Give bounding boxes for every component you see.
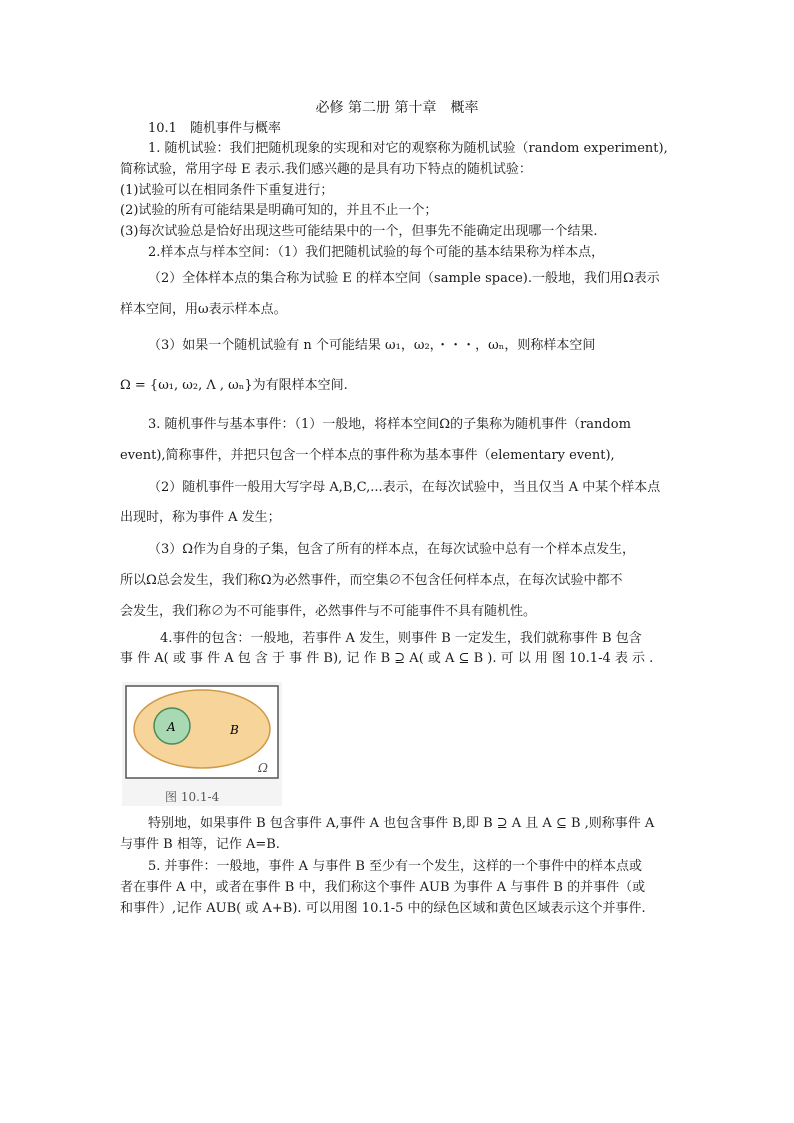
para-3-line-5: （3）Ω作为自身的子集，包含了所有的样本点，在每次试验中总有一个样本点发生， xyxy=(148,542,636,557)
para-6-line-1: 5. 并事件：一般地，事件 A 与事件 B 至少有一个发生，这样的一个事件中的样本点或 xyxy=(148,859,643,874)
para-3-line-6: 所以Ω总会发生，我们称Ω为必然事件，而空集∅不包含任何样本点，在每次试验中都不 xyxy=(120,573,623,588)
para-6-line-3: 和事件）,记作 AUB( 或 A+B). 可以用图 10.1-5 中的绿色区域和黄色区域表示这个并事件. xyxy=(120,901,646,916)
para-3-line-7: 会发生，我们称∅为不可能事件，必然事件与不可能事件不具有随机性。 xyxy=(120,604,537,619)
para-3-line-1: 3. 随机事件与基本事件：（1）一般地，将样本空间Ω的子集称为随机事件（random xyxy=(148,417,631,432)
para-5-line-2: 与事件 B 相等，记作 A=B. xyxy=(120,837,280,852)
condition-1: (1)试验可以在相同条件下重复进行； xyxy=(120,183,334,198)
para-4-line-2: 事 件 A( 或 事 件 A 包 含 于 事 件 B), 记 作 B ⊇ A( 或 A ⊆ B ). 可 以 用 图 10.1-4 表 示 . xyxy=(120,651,654,666)
para-2-line-3: 样本空间，用ω表示样本点。 xyxy=(120,302,287,317)
condition-2: (2)试验的所有可能结果是明确可知的，并且不止一个； xyxy=(120,203,438,218)
para-3-line-3: （2）随机事件一般用大写字母 A,B,C,...表示，在每次试验中，当且仅当 A 中某个样本点 xyxy=(148,480,661,495)
para-1-line-1: 1. 随机试验：我们把随机现象的实现和对它的观察称为随机试验（random experiment), xyxy=(148,141,668,156)
para-6-line-2: 者在事件 A 中，或者在事件 B 中，我们称这个事件 AUB 为事件 A 与事件 B 的并事件（或 xyxy=(120,880,646,895)
section-heading: 10.1 随机事件与概率 xyxy=(148,121,281,136)
para-2-line-1: 2.样本点与样本空间：（1）我们把随机试验的每个可能的基本结果称为样本点， xyxy=(148,245,605,260)
figure-caption: 图 10.1-4 xyxy=(165,790,220,804)
condition-3: (3)每次试验总是恰好出现这些可能结果中的一个，但事先不能确定出现哪一个结果. xyxy=(120,224,598,239)
label-b: B xyxy=(230,723,239,737)
para-2-line-4: （3）如果一个随机试验有 n 个可能结果 ω₁，ω₂，・・・，ωₙ，则称样本空间 xyxy=(148,338,596,353)
label-a: A xyxy=(167,720,176,734)
para-1-line-2: 简称试验，常用字母 E 表示.我们感兴趣的是具有功下特点的随机试验： xyxy=(120,162,532,177)
para-4-line-1: 4.事件的包含：一般地，若事件 A 发生，则事件 B 一定发生，我们就称事件 B 包含 xyxy=(160,631,642,646)
para-2-line-2: （2）全体样本点的集合称为试验 E 的样本空间（sample space).一般地，我们用Ω表示 xyxy=(148,271,660,286)
label-omega: Ω xyxy=(258,761,268,775)
para-2-line-5: Ω = {ω₁, ω₂, Λ , ωₙ}为有限样本空间. xyxy=(120,378,348,393)
para-3-line-2: event),简称事件，并把只包含一个样本点的事件称为基本事件（elementary event), xyxy=(120,448,615,463)
page-title: 必修 第二册 第十章 概率 xyxy=(315,100,479,116)
para-5-line-1: 特别地，如果事件 B 包含事件 A,事件 A 也包含事件 B,即 B ⊇ A 且 A ⊆ B ,则称事件 A xyxy=(148,816,655,831)
para-3-line-4: 出现时，称为事件 A 发生； xyxy=(120,510,281,525)
